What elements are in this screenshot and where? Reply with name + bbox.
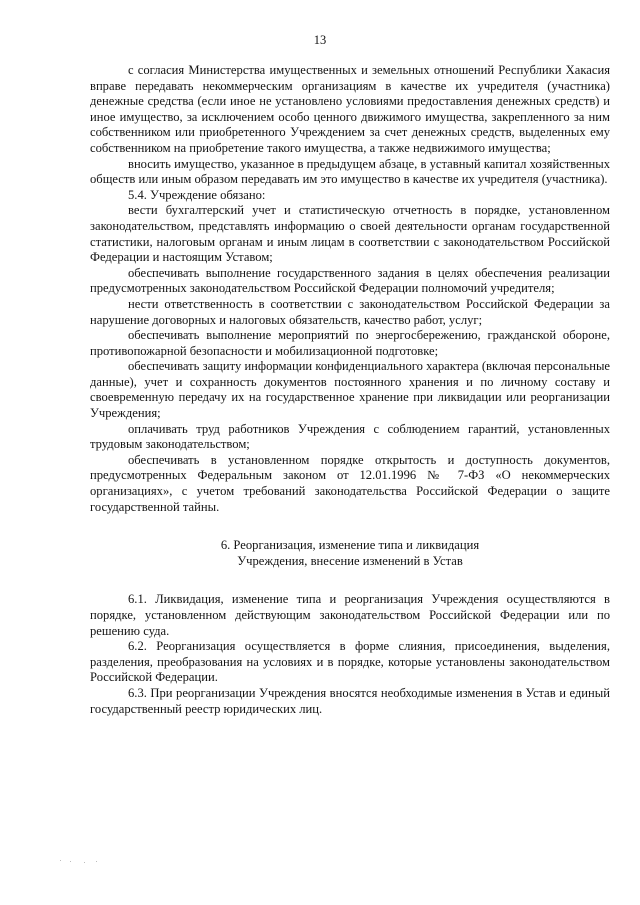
paragraph-6-3: 6.3. При реорганизации Учреждения вносятся необходимые изменения в Устав и единый государственный реестр юридических лиц.	[90, 685, 610, 716]
section-heading-line-2: Учреждения, внесение изменений в Устав	[237, 553, 463, 568]
section-heading-line-1: 6. Реорганизация, изменение типа и ликвидация	[220, 538, 480, 553]
page-number: 13	[313, 33, 327, 47]
paragraph-6-2: 6.2. Реорганизация осуществляется в форме слияния, присоединения, выделения, разделения, преобразования на условиях и в порядке, которые установлены законодательством Российской Федерации.	[90, 639, 610, 685]
paragraph-contribute-property: вносить имущество, указанное в предыдущем абзаце, в уставный капитал хозяйственных обществ или иным образом передавать им это имущество в качестве их учредителя (участника).	[90, 156, 610, 187]
paragraph-state-task: обеспечивать выполнение государственного задания в целях обеспечения реализации предусмотренных законодательством Российской Федерации полномочий учредителя;	[90, 265, 610, 296]
scan-speck	[60, 860, 61, 861]
paragraph-energy-saving: обеспечивать выполнение мероприятий по энергосбережению, гражданской обороне, противопожарной безопасности и мобилизационной подготовке;	[90, 328, 610, 358]
paragraph-accounting: вести бухгалтерский учет и статистическую отчетность в порядке, установленном законодательством, представлять информацию о своей деятельности органам государственной статистики, налоговым органам и иным лицам в соответствии с законодательством Российской Федерации и настоящим Уставом;	[90, 203, 610, 265]
paragraph-obligations-heading: 5.4. Учреждение обязано:	[128, 187, 266, 202]
document-body	[90, 63, 610, 717]
paragraph-6-1: 6.1. Ликвидация, изменение типа и реорганизация Учреждения осуществляются в порядке, установленном действующим законодательством Российской Федерации или по решению суда.	[90, 592, 610, 638]
paragraph-openness: обеспечивать в установленном порядке открытость и доступность документов, предусмотренных Федеральным законом от 12.01.1996 № 7-ФЗ «О некоммерческих организациях», с учетом требований законодательства Российской Федерации о защите государственной тайны.	[90, 452, 610, 514]
paragraph-transfer-assets: с согласия Министерства имущественных и земельных отношений Республики Хакасия вправе передавать некоммерческим организациям в качестве их учредителя (участника) денежные средства (если иное не установлено условиями предоставления денежных средств) и иное имущество, за исключением особо ценного движимого имущества, закрепленного за ним собственником или приобретенного Учреждением за счет денежных средств, выделенных ему собственником на приобретение такого имущества, а также недвижимого имущества;	[90, 63, 610, 155]
paragraph-labor-payment: оплачивать труд работников Учреждения с соблюдением гарантий, установленных трудовым законодательством;	[90, 421, 610, 452]
scan-speck	[96, 861, 97, 862]
paragraph-confidential-info: обеспечивать защиту информации конфиденциального характера (включая персональные данные), учет и сохранность документов постоянного хранения и по личному составу и своевременную передачу их на государственное хранение при ликвидации или реорганизации Учреждения;	[90, 359, 610, 421]
scan-speck	[84, 862, 85, 863]
scan-speck	[70, 861, 71, 862]
paragraph-responsibility: нести ответственность в соответствии с законодательством Российской Федерации за нарушение договорных и налоговых обязательств, качество работ, услуг;	[90, 296, 610, 327]
